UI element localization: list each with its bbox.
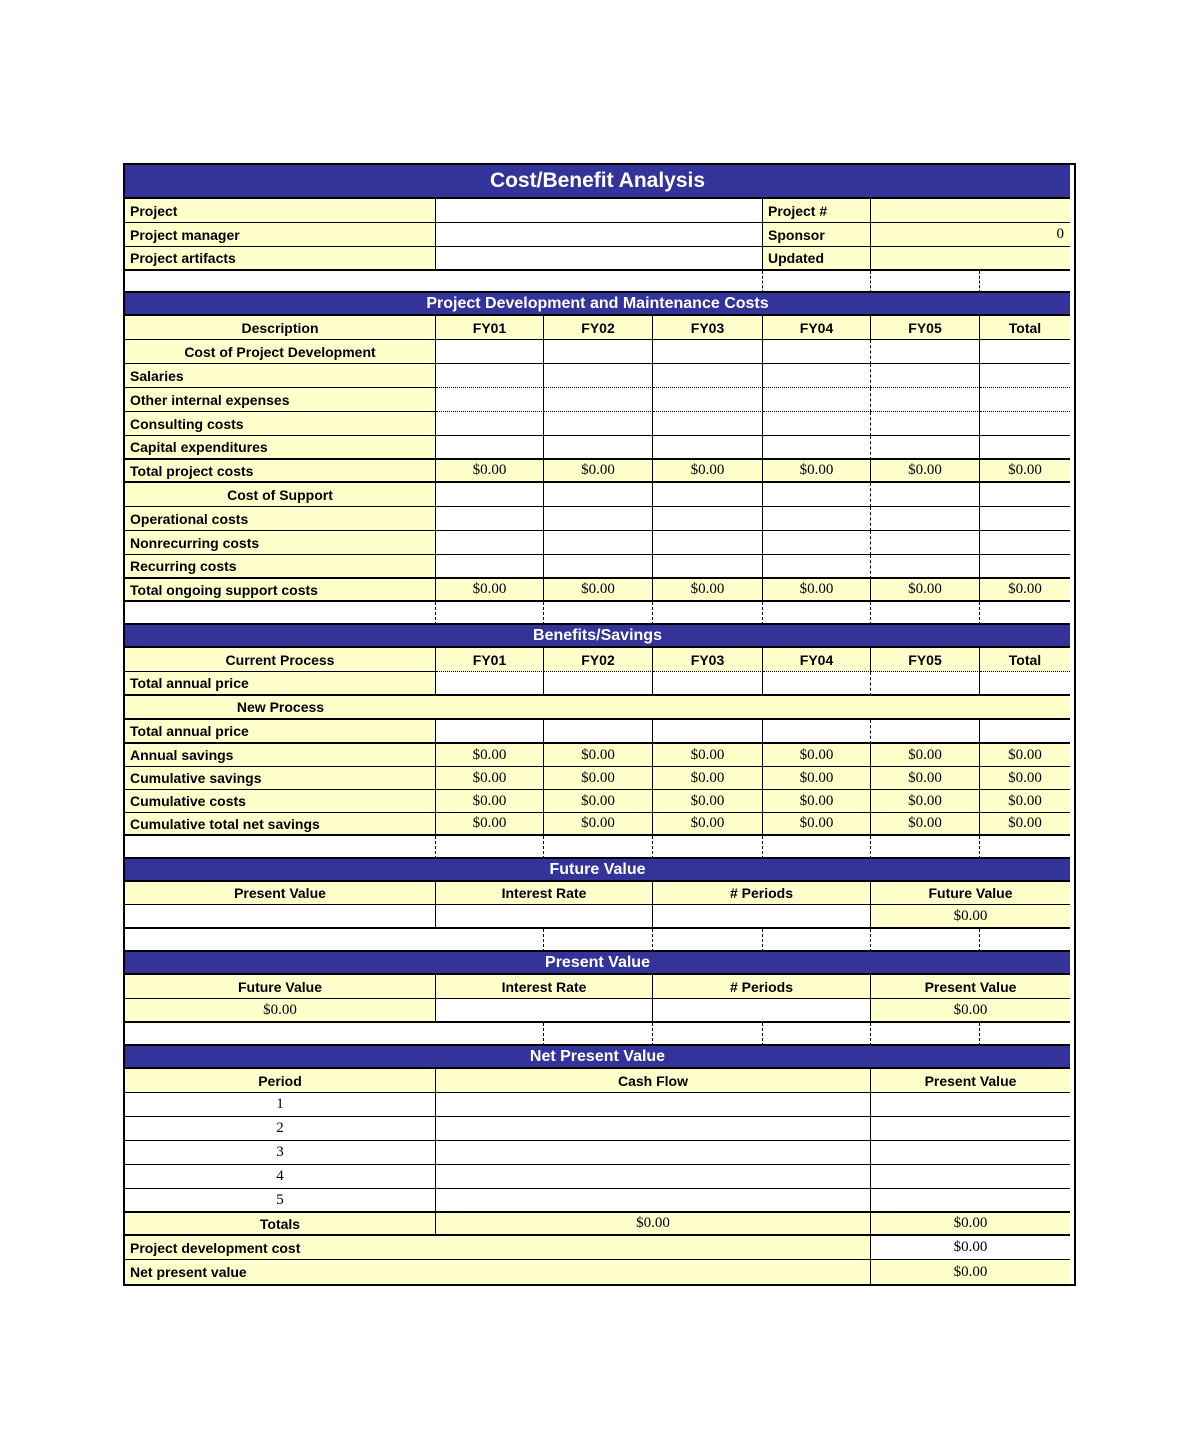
sponsor-value[interactable]: 0 [871,223,1070,247]
total-value-cell: $0.00 [871,460,980,483]
benefits-section-header-row [125,625,1074,648]
dev-group1-header-row [125,340,1074,364]
benefits-summary-row [125,813,1074,836]
dev-total-row [125,579,1074,602]
row-label: Cumulative savings [125,767,436,790]
column-header-fy05: FY05 [871,316,980,340]
spacer-cell [763,929,871,952]
total-value-cell: $0.00 [763,767,871,790]
total-value-cell: $0.00 [653,460,763,483]
input-cell[interactable] [653,388,763,412]
spacer-cell [763,271,871,293]
npv-period-row [125,1093,1074,1117]
future-value-amount: $0.00 [125,999,436,1023]
total-value-cell: $0.00 [653,790,763,813]
present-value-result: $0.00 [871,999,1070,1023]
input-cell[interactable] [653,672,763,696]
spacer-cell [653,1023,763,1046]
spacer-cell [763,836,871,859]
input-cell[interactable] [544,412,653,436]
input-cell[interactable] [544,672,653,696]
total-value-cell: $0.00 [763,813,871,836]
column-header-periods: # Periods [653,882,871,905]
spacer-cell [653,836,763,859]
cash-flow-input[interactable] [436,1117,871,1141]
input-cell[interactable] [436,555,544,579]
input-cell[interactable] [436,412,544,436]
present-value-cell[interactable] [871,1165,1070,1189]
total-value-cell: $0.00 [544,579,653,602]
input-cell[interactable] [763,388,871,412]
input-cell[interactable] [763,436,871,460]
npv-period-row [125,1117,1074,1141]
group-header-merged [125,696,1070,720]
present-value-cell[interactable] [871,1141,1070,1165]
present-value-cell[interactable] [871,1189,1070,1213]
input-cell[interactable] [871,672,980,696]
spacer-cell [125,836,436,859]
column-header-fy01: FY01 [436,316,544,340]
spacer-cell [980,602,1070,625]
benefits-summary-row [125,767,1074,790]
total-value-cell: $0.00 [544,790,653,813]
total-value-cell: $0.00 [653,744,763,767]
input-cell[interactable] [653,483,763,507]
spacer-cell [980,1023,1070,1046]
npv-totals-row [125,1213,1074,1236]
net-present-value-result: $0.00 [871,1260,1070,1284]
totals-label: Totals [125,1213,436,1236]
cash-flow-input[interactable] [436,1141,871,1165]
spacer-cell [871,836,980,859]
project-number-label: Project # [763,199,871,223]
npv-section-title: Net Present Value [125,1046,1070,1069]
input-cell[interactable] [980,720,1070,744]
dev-input-row [125,436,1074,460]
spacer-row [125,836,1074,859]
input-cell[interactable] [980,388,1070,412]
input-cell[interactable] [980,412,1070,436]
column-header-current-process: Current Process [125,648,436,672]
future-value-section-header-row [125,859,1074,882]
benefits-input-row [125,720,1074,744]
info-row-project [125,199,1074,223]
total-value-cell: $0.00 [980,767,1070,790]
total-value-cell: $0.00 [544,767,653,790]
column-header-fy03: FY03 [653,648,763,672]
input-cell[interactable] [980,340,1070,364]
project-development-cost-value: $0.00 [871,1236,1070,1260]
total-value-cell: $0.00 [653,579,763,602]
input-cell[interactable] [436,436,544,460]
total-row-label: Total project costs [125,460,436,483]
total-value-cell: $0.00 [436,813,544,836]
input-cell[interactable] [436,364,544,388]
spacer-row [125,271,1074,293]
column-header-present-value: Present Value [871,975,1070,999]
input-cell[interactable] [980,436,1070,460]
input-cell[interactable] [980,555,1070,579]
project-input[interactable] [436,199,763,223]
total-value-cell: $0.00 [980,460,1070,483]
total-value-cell: $0.00 [763,744,871,767]
input-cell[interactable] [436,531,544,555]
column-header-description: Description [125,316,436,340]
input-cell[interactable] [544,531,653,555]
column-header-future-value: Future Value [125,975,436,999]
column-header-fy04: FY04 [763,648,871,672]
row-label: Total annual price [125,720,436,744]
periods-input[interactable] [653,999,871,1023]
input-cell[interactable] [871,531,980,555]
input-cell[interactable] [980,483,1070,507]
totals-present-value: $0.00 [871,1213,1070,1236]
spacer-cell [871,602,980,625]
project-artifacts-label: Project artifacts [125,247,436,271]
period-number: 3 [125,1141,436,1165]
spacer-cell [980,271,1070,293]
input-cell[interactable] [871,412,980,436]
input-cell[interactable] [980,672,1070,696]
spacer-cell [871,929,980,952]
future-value-data-row [125,905,1074,929]
column-header-interest-rate: Interest Rate [436,975,653,999]
input-cell[interactable] [544,483,653,507]
project-manager-label: Project manager [125,223,436,247]
input-cell[interactable] [871,340,980,364]
sponsor-label: Sponsor [763,223,871,247]
input-cell[interactable] [763,672,871,696]
row-label: Nonrecurring costs [125,531,436,555]
period-number: 1 [125,1093,436,1117]
input-cell[interactable] [763,531,871,555]
spacer-cell [763,602,871,625]
cash-flow-input[interactable] [436,1165,871,1189]
total-value-cell: $0.00 [763,460,871,483]
npv-column-header-row [125,1069,1074,1093]
input-cell[interactable] [653,412,763,436]
input-cell[interactable] [763,507,871,531]
column-header-fy03: FY03 [653,316,763,340]
column-header-fy05: FY05 [871,648,980,672]
benefits-column-header-row [125,648,1074,672]
npv-extra-row [125,1236,1074,1260]
input-cell[interactable] [871,364,980,388]
spacer-cell [544,836,653,859]
project-number-value[interactable] [871,199,1070,223]
column-header-cash-flow: Cash Flow [436,1069,871,1093]
period-number: 4 [125,1165,436,1189]
column-header-total: Total [980,316,1070,340]
spacer-cell [436,836,544,859]
total-value-cell: $0.00 [871,744,980,767]
total-value-cell: $0.00 [871,767,980,790]
spacer-cell [763,1023,871,1046]
dev-input-row [125,388,1074,412]
row-label: Cumulative costs [125,790,436,813]
row-label: Net present value [125,1260,871,1284]
input-cell[interactable] [763,555,871,579]
input-cell[interactable] [763,412,871,436]
updated-label: Updated [763,247,871,271]
input-cell[interactable] [544,507,653,531]
periods-input[interactable] [653,905,871,929]
input-cell[interactable] [980,531,1070,555]
info-row-artifacts [125,247,1074,271]
input-cell[interactable] [653,555,763,579]
input-cell[interactable] [980,507,1070,531]
interest-rate-input[interactable] [436,999,653,1023]
npv-period-row [125,1165,1074,1189]
input-cell[interactable] [871,388,980,412]
row-label: Other internal expenses [125,388,436,412]
input-cell[interactable] [763,720,871,744]
dev-section-title: Project Development and Maintenance Costs [125,293,1070,316]
input-cell[interactable] [436,388,544,412]
dev-input-row [125,555,1074,579]
interest-rate-input[interactable] [436,905,653,929]
spacer-cell [980,929,1070,952]
total-value-cell: $0.00 [980,790,1070,813]
future-value-result: $0.00 [871,905,1070,929]
spacer-cell [544,1023,653,1046]
dev-input-row [125,531,1074,555]
input-cell[interactable] [436,672,544,696]
input-cell[interactable] [763,483,871,507]
row-label: Annual savings [125,744,436,767]
input-cell[interactable] [653,340,763,364]
project-label: Project [125,199,436,223]
row-label: Recurring costs [125,555,436,579]
totals-cash-flow: $0.00 [436,1213,871,1236]
group-header-label: New Process [236,699,325,715]
input-cell[interactable] [763,364,871,388]
input-cell[interactable] [871,483,980,507]
column-header-fy01: FY01 [436,648,544,672]
spacer-cell [125,602,436,625]
spacer-cell [653,602,763,625]
dev-column-header-row [125,316,1074,340]
input-cell[interactable] [653,364,763,388]
total-value-cell: $0.00 [980,744,1070,767]
present-value-cell[interactable] [871,1117,1070,1141]
project-artifacts-input[interactable] [436,247,763,271]
npv-section-header-row [125,1046,1074,1069]
total-value-cell: $0.00 [436,790,544,813]
group-header-label: Cost of Support [125,483,436,507]
total-value-cell: $0.00 [544,460,653,483]
present-value-data-row [125,999,1074,1023]
spacer-cell [125,1023,544,1046]
benefits-summary-row [125,744,1074,767]
cash-flow-input[interactable] [436,1093,871,1117]
input-cell[interactable] [544,436,653,460]
input-cell[interactable] [436,340,544,364]
input-cell[interactable] [544,364,653,388]
total-value-cell: $0.00 [871,579,980,602]
spacer-cell [125,271,763,293]
input-cell[interactable] [653,531,763,555]
dev-total-row [125,460,1074,483]
title-row [125,165,1074,199]
column-header-fy02: FY02 [544,316,653,340]
spacer-cell [544,929,653,952]
spacer-cell [653,929,763,952]
dev-input-row [125,507,1074,531]
input-cell[interactable] [871,436,980,460]
total-value-cell: $0.00 [653,813,763,836]
input-cell[interactable] [763,340,871,364]
column-header-period: Period [125,1069,436,1093]
row-label: Salaries [125,364,436,388]
input-cell[interactable] [653,436,763,460]
spacer-cell [544,602,653,625]
input-cell[interactable] [980,364,1070,388]
info-row-manager [125,223,1074,247]
total-value-cell: $0.00 [544,813,653,836]
present-value-column-header-row [125,975,1074,999]
input-cell[interactable] [653,507,763,531]
benefits-input-row [125,672,1074,696]
cost-benefit-worksheet [123,163,1076,1286]
npv-period-row [125,1189,1074,1213]
spacer-cell [436,602,544,625]
total-value-cell: $0.00 [436,767,544,790]
row-label: Total annual price [125,672,436,696]
column-header-present-value: Present Value [871,1069,1070,1093]
spacer-row [125,929,1074,952]
period-number: 5 [125,1189,436,1213]
total-value-cell: $0.00 [436,460,544,483]
total-value-cell: $0.00 [871,790,980,813]
spacer-cell [871,271,980,293]
total-row-label: Total ongoing support costs [125,579,436,602]
input-cell[interactable] [653,720,763,744]
spacer-cell [980,836,1070,859]
spacer-row [125,602,1074,625]
spacer-cell [871,1023,980,1046]
input-cell[interactable] [871,720,980,744]
present-value-section-header-row [125,952,1074,975]
total-value-cell: $0.00 [436,744,544,767]
page-title: Cost/Benefit Analysis [125,165,1070,199]
spacer-cell [125,929,544,952]
present-value-input[interactable] [125,905,436,929]
present-value-cell[interactable] [871,1093,1070,1117]
input-cell[interactable] [871,555,980,579]
dev-section-header-row [125,293,1074,316]
benefits-new-process-row [125,696,1074,720]
updated-value[interactable] [871,247,1070,271]
total-value-cell: $0.00 [653,767,763,790]
project-manager-input[interactable] [436,223,763,247]
npv-extra-row [125,1260,1074,1284]
column-header-fy02: FY02 [544,648,653,672]
total-value-cell: $0.00 [763,790,871,813]
input-cell[interactable] [544,555,653,579]
total-value-cell: $0.00 [436,579,544,602]
row-label: Consulting costs [125,412,436,436]
dev-input-row [125,412,1074,436]
row-label: Project development cost [125,1236,871,1260]
npv-period-row [125,1141,1074,1165]
input-cell[interactable] [544,388,653,412]
input-cell[interactable] [544,720,653,744]
input-cell[interactable] [436,483,544,507]
group-header-label: Cost of Project Development [125,340,436,364]
column-header-periods: # Periods [653,975,871,999]
input-cell[interactable] [871,507,980,531]
row-label: Operational costs [125,507,436,531]
benefits-section-title: Benefits/Savings [125,625,1070,648]
column-header-fy04: FY04 [763,316,871,340]
column-header-present-value: Present Value [125,882,436,905]
row-label: Capital expenditures [125,436,436,460]
total-value-cell: $0.00 [544,744,653,767]
input-cell[interactable] [436,507,544,531]
column-header-total: Total [980,648,1070,672]
future-value-column-header-row [125,882,1074,905]
future-value-section-title: Future Value [125,859,1070,882]
input-cell[interactable] [436,720,544,744]
period-number: 2 [125,1117,436,1141]
column-header-future-value: Future Value [871,882,1070,905]
total-value-cell: $0.00 [763,579,871,602]
column-header-interest-rate: Interest Rate [436,882,653,905]
row-label: Cumulative total net savings [125,813,436,836]
total-value-cell: $0.00 [980,813,1070,836]
input-cell[interactable] [544,340,653,364]
dev-group2-header-row [125,483,1074,507]
spacer-row [125,1023,1074,1046]
total-value-cell: $0.00 [980,579,1070,602]
total-value-cell: $0.00 [871,813,980,836]
cash-flow-input[interactable] [436,1189,871,1213]
dev-input-row [125,364,1074,388]
benefits-summary-row [125,790,1074,813]
present-value-section-title: Present Value [125,952,1070,975]
